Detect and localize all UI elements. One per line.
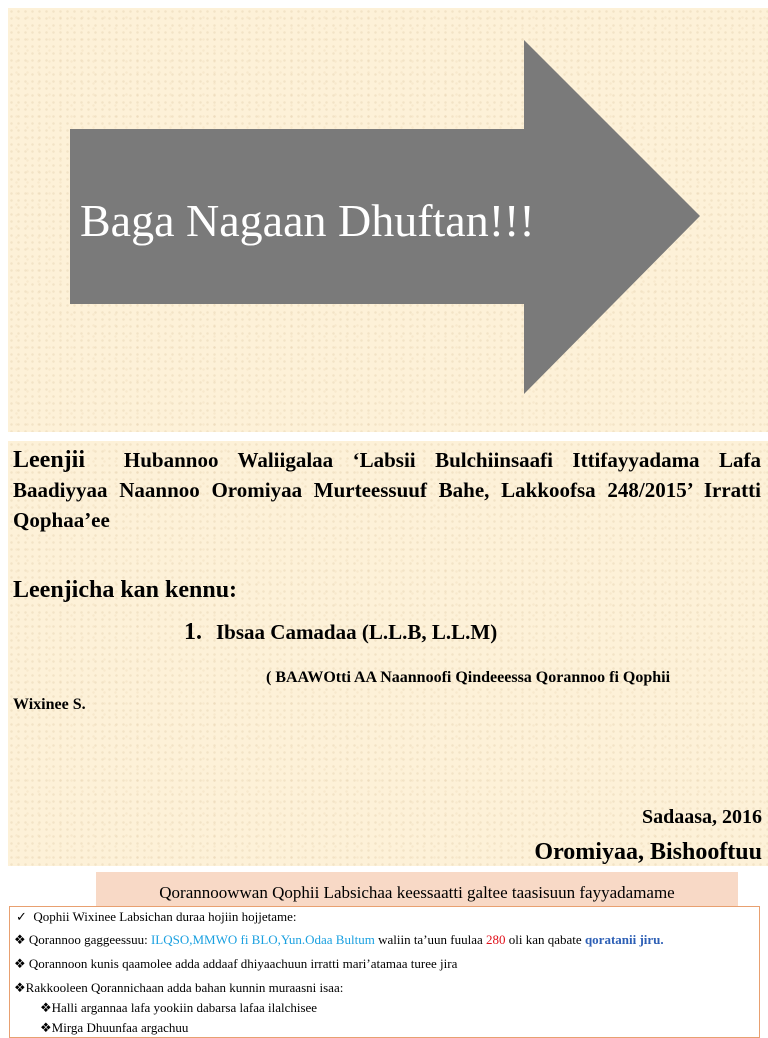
bullet-text: Rakkooleen Qorannichaan adda bahan kunnin muraasni isaa: (25, 980, 344, 995)
bullet-line-2 (14, 932, 664, 948)
welcome-text: Baga Nagaan Dhuftan!!! (80, 195, 535, 246)
bullet-text: waliin ta’uun fuulaa (374, 932, 487, 947)
presenter-number: 1. (184, 619, 202, 645)
bullet-text: Halli argannaa lafa yookiin dabarsa lafaa ilalchisee (51, 1000, 318, 1015)
training-title-slide (8, 441, 768, 866)
bullet-line-6 (40, 1020, 188, 1036)
bullet-line-4 (14, 980, 343, 996)
presenter-heading: Leenjicha kan kennu: (13, 577, 238, 603)
bullet-line-5 (40, 1000, 317, 1016)
diamond-bullet-icon: ❖ (14, 980, 26, 995)
presentation-place: Oromiyaa, Bishooftuu (534, 839, 762, 865)
bullet-line-1 (16, 909, 297, 925)
training-title-rest: Hubannoo Waliigalaa ‘Labsii Bulchiinsaafi Ittifayyadama Lafa Baadiyyaa Naannoo Oromiyaa Murteessuuf Bahe, Lakkoofsa 248/2015’ Irratti Qophaa’ee (13, 448, 761, 532)
research-slide-header: Qorannoowwan Qophii Labsichaa keessaatti galtee taasisuun fayyadamame (96, 872, 738, 908)
welcome-slide (8, 8, 768, 432)
diamond-bullet-icon: ❖ (40, 1000, 52, 1015)
bullet-text: Qorannoo gaggeessuu: (28, 932, 151, 947)
training-title (13, 445, 761, 535)
research-slide (8, 868, 768, 1035)
training-title-first-word: Leenjii (13, 447, 85, 473)
presentation-date: Sadaasa, 2016 (641, 806, 762, 828)
presenter-name: Ibsaa Camadaa (L.L.B, L.L.M) (216, 620, 498, 644)
research-content-box (9, 906, 760, 1038)
affiliation-line-1: ( BAAWOtti AA Naannoofi Qindeeessa Qorannoo fi Qophii (266, 669, 671, 686)
bullet-line-3 (14, 956, 457, 972)
checkmark-icon: ✓ (16, 909, 27, 924)
diamond-bullet-icon: ❖ (14, 932, 26, 947)
highlight-text: qoratanii jiru. (584, 932, 664, 947)
bullet-text: Qorannoon kunis qaamolee adda addaaf dhiyaachuun irratti mari’atamaa turee jira (28, 956, 458, 971)
institutions-text: ILQSO,MMWO fi BLO,Yun.Odaa Bultum (150, 932, 375, 947)
presenter-item (184, 619, 497, 646)
bullet-text: oli kan qabate (505, 932, 585, 947)
affiliation-line-2: Wixinee S. (13, 696, 86, 713)
bullet-text: Qophii Wixinee Labsichan duraa hojiin hojjetame: (33, 909, 297, 924)
diamond-bullet-icon: ❖ (40, 1020, 52, 1035)
bullet-text: Mirga Dhuunfaa argachuu (51, 1020, 189, 1035)
diamond-bullet-icon: ❖ (14, 956, 26, 971)
page-count: 280 (486, 932, 506, 947)
